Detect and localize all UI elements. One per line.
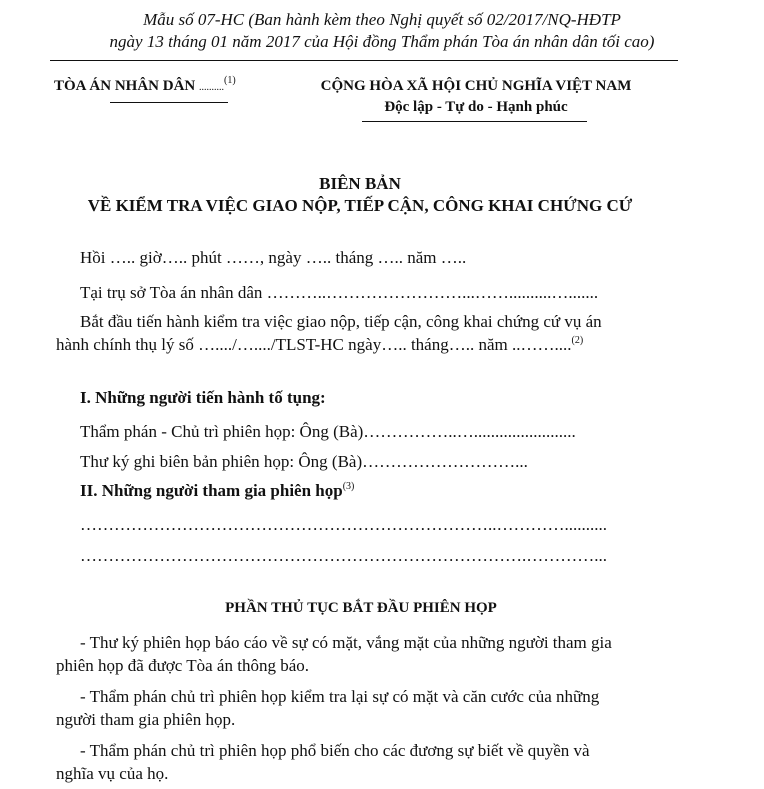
participants-line2: …………………………………………………………………….…………...	[80, 546, 607, 565]
section2-heading-block	[80, 481, 354, 501]
procedure-p1-line2: phiên họp đã được Tòa án thông báo.	[56, 656, 309, 675]
place-line: Tại trụ sở Tòa án nhân dân ………..……………………...……..........….......	[80, 283, 599, 302]
start-line2: hành chính thụ lý số …..../…..../TLST-HC ngày….. tháng….. năm ..……....	[56, 335, 572, 354]
time-line: Hồi ….. giờ….. phút ……, ngày ….. tháng ….. năm …..	[80, 248, 467, 267]
nation-motto: Độc lập - Tự do - Hạnh phúc	[384, 99, 568, 115]
court-name: TÒA ÁN NHÂN DÂN	[54, 78, 196, 94]
section2-heading: II. Những người tham gia phiên họp	[80, 481, 343, 500]
procedure-p2-line1: - Thẩm phán chủ trì phiên họp kiểm tra lại sự có mặt và căn cước của những	[80, 687, 600, 706]
start-line2-block	[56, 335, 583, 355]
clerk-line: Thư ký ghi biên bản phiên họp: Ông (Bà)………………………...	[80, 452, 528, 471]
start-note: (2)	[571, 335, 584, 346]
procedure-p1-line1: - Thư ký phiên họp báo cáo về sự có mặt, vắng mặt của những người tham gia	[80, 633, 612, 652]
nation-name: CỘNG HÒA XÃ HỘI CHỦ NGHĨA VIỆT NAM	[320, 78, 632, 94]
court-underline	[110, 102, 228, 103]
court-note: (1)	[224, 75, 236, 86]
start-line1: Bắt đầu tiến hành kiểm tra việc giao nộp, tiếp cận, công khai chứng cứ vụ án	[80, 312, 602, 331]
court-dots: ..........	[199, 82, 225, 93]
procedure-heading: PHẦN THỦ TỤC BẮT ĐẦU PHIÊN HỌP	[225, 600, 497, 616]
motto-underline	[362, 121, 587, 122]
participants-line1: ………………………………………………………………..…………..........	[80, 515, 607, 534]
section2-note: (3)	[342, 481, 355, 492]
procedure-p3-line1: - Thẩm phán chủ trì phiên họp phổ biến cho các đương sự biết về quyền và	[80, 741, 590, 760]
section1-heading: I. Những người tiến hành tố tụng:	[80, 388, 326, 407]
procedure-p2-line2: người tham gia phiên họp.	[56, 710, 236, 729]
document-title: BIÊN BẢN	[319, 174, 401, 193]
header-divider	[50, 60, 678, 61]
court-name-block	[54, 75, 236, 95]
document-subtitle: VỀ KIỂM TRA VIỆC GIAO NỘP, TIẾP CẬN, CÔNG KHAI CHỨNG CỨ	[87, 196, 633, 215]
form-header-line1: Mẫu số 07-HC (Ban hành kèm theo Nghị quyết số 02/2017/NQ-HĐTP	[143, 10, 621, 29]
form-header-line2: ngày 13 tháng 01 năm 2017 của Hội đồng Thẩm phán Tòa án nhân dân tối cao)	[109, 32, 655, 51]
judge-line: Thẩm phán - Chủ trì phiên họp: Ông (Bà)……………..…........................	[80, 422, 576, 441]
procedure-p3-line2: nghĩa vụ của họ.	[56, 764, 169, 783]
